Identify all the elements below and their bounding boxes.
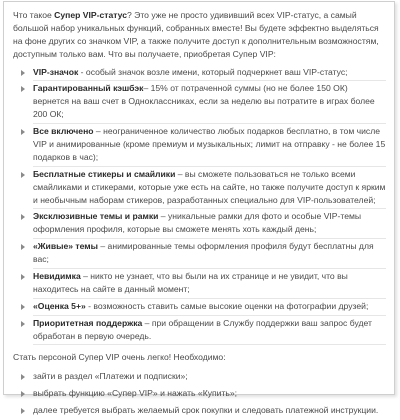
list-item (33, 404, 386, 420)
bullet-icon (21, 274, 25, 280)
feature-title: Эксклюзивные темы и рамки (33, 211, 159, 222)
bullet-icon (21, 321, 25, 327)
feature-title: Все включено (33, 126, 94, 137)
bullet-icon (21, 244, 25, 250)
how-to-paragraph: Стать персоной Супер VIP очень легко! Необходимо: (13, 352, 226, 363)
list-item (33, 66, 386, 82)
feature-description: – 15% от потраченной суммы (но не более 150 ОК) вернется на ваш счет в Одноклассниках, если за неделю вы потратите в играх более 200 ОК; (33, 83, 375, 120)
intro-text: ? Это уже не просто удививший всех VIP-статус, а самый большой набор уникальных функций, собранных вместе! Вы будете эффектно выделяться на фоне других со значком VIP, а также получите доступ к дополнительным возможностям, доступным только вам. Что вы получаете, приобретая Супер VIP: (13, 10, 379, 59)
feature-description: – вы сможете пользоваться не только всеми смайликами и стикерами, которые уже есть на сайте, но также получите доступ к ярким и необычным наборам стикеров, разработанных специально для VIP-пользователей; (33, 168, 386, 205)
step-text: далее требуется выбрать желаемый срок покупки и следовать платежной инструкции. (33, 405, 379, 416)
bullet-icon (21, 172, 25, 178)
list-item (33, 210, 386, 239)
intro-question-start: Что такое (13, 10, 55, 20)
feature-description: – анимированные темы оформления профиля будут бесплатны для вас; (33, 241, 374, 265)
list-item (33, 270, 386, 299)
step-text: выбрать функцию «Супер VIP» и нажать «Купить»; (33, 388, 238, 399)
bullet-icon (21, 70, 25, 76)
list-item (33, 168, 386, 210)
article-frame (3, 1, 395, 416)
feature-description: – при обращении в Службу поддержки ваш запрос будет обработан в первую очередь. (33, 317, 372, 341)
feature-title: Невидимка (33, 271, 81, 282)
bullet-icon (21, 214, 25, 220)
feature-title: «Живые» темы (33, 241, 98, 252)
bullet-icon (21, 374, 25, 380)
feature-title: Приоритетная поддержка (33, 317, 143, 328)
feature-description: – уникальные рамки для фото и особые VIP-темы оформления профиля, которые вы сможете менять хоть каждый день; (33, 211, 362, 235)
list-item (33, 300, 386, 316)
feature-description: – неограниченное количество любых подарков бесплатно, в том числе VIP и анимированные (кроме премиум и музыкальных; лимит на отправку - не более 15 подарков в час); (33, 126, 386, 162)
feature-title: «Оценка 5+» (33, 300, 86, 311)
list-item (33, 82, 386, 124)
feature-title: Гарантированный кэшбэк (33, 83, 144, 94)
bullet-icon (21, 304, 25, 310)
intro-paragraph (13, 9, 386, 61)
feature-list (13, 66, 386, 346)
list-item (33, 240, 386, 269)
feature-title: VIP-значок (33, 66, 79, 77)
feature-title: Бесплатные стикеры и смайлики (33, 168, 176, 179)
bullet-icon (21, 408, 25, 414)
steps-list (13, 370, 386, 420)
feature-description: - возможность ставить самые высокие оценки на фотографии друзей; (85, 300, 369, 311)
intro-term: Супер VIP-статус (54, 10, 127, 20)
list-item (33, 387, 386, 403)
feature-description: – никто не узнает, что вы были на их странице и не увидит, что вы находитесь на сайте в данный момент; (33, 271, 348, 294)
bullet-icon (21, 129, 25, 135)
bullet-icon (21, 391, 25, 397)
list-item (33, 317, 386, 346)
list-item (33, 125, 386, 167)
step-text: зайти в раздел «Платежи и подписки»; (33, 371, 188, 382)
feature-description: - особый значок возле имени, который подчеркнет ваш VIP-статус; (78, 66, 348, 77)
list-item (33, 370, 386, 386)
bullet-icon (21, 86, 25, 92)
